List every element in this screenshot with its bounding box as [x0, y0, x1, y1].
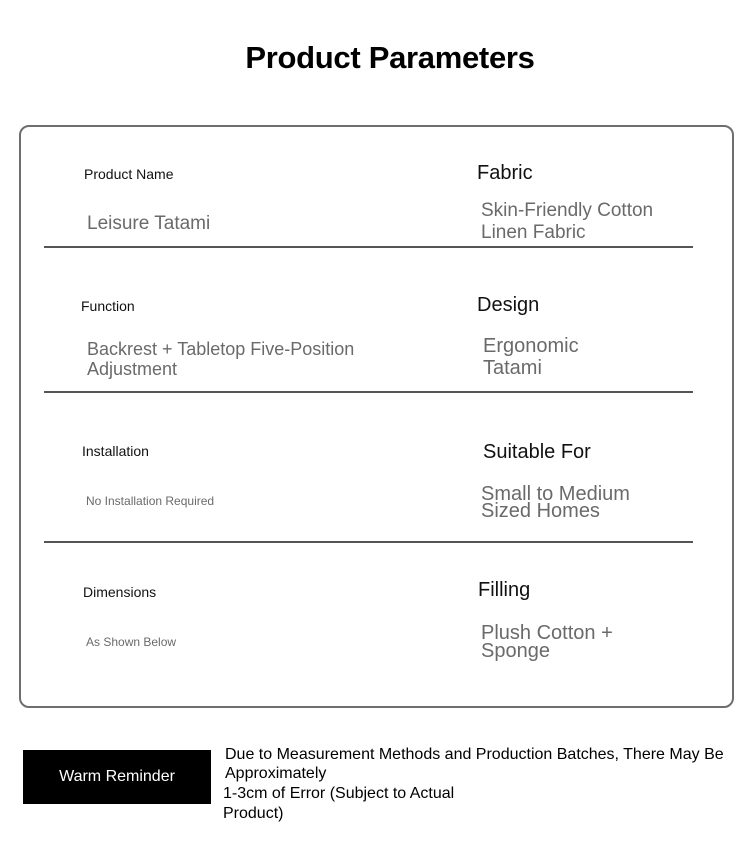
installation-value: No Installation Required — [86, 494, 215, 508]
fabric-value-line1: Skin-Friendly Cotton — [481, 200, 654, 221]
product-name-label: Product Name — [84, 166, 174, 182]
design-value-line1: Ergonomic — [483, 335, 579, 357]
row-divider — [44, 246, 693, 248]
reminder-note-line1: Due to Measurement Methods and Production Batches, There May Be — [225, 746, 724, 763]
filling-value-line2: Sponge — [481, 640, 550, 662]
design-value-line2: Tatami — [483, 357, 542, 379]
design-label: Design — [477, 294, 540, 316]
reminder-note-line4: Product) — [223, 805, 284, 822]
product-name-value: Leisure Tatami — [87, 213, 211, 234]
function-value-line2: Adjustment — [87, 359, 178, 379]
function-label: Function — [81, 298, 135, 314]
installation-label: Installation — [82, 443, 149, 459]
fabric-value-line2: Linen Fabric — [481, 222, 586, 243]
reminder-note-line2: Approximately — [225, 765, 327, 782]
function-value-line1: Backrest + Tabletop Five-Position — [87, 339, 355, 359]
suitable-for-value-line1: Small to Medium — [481, 483, 630, 505]
page-title: Product Parameters — [245, 40, 535, 75]
suitable-for-value-line2: Sized Homes — [481, 500, 600, 522]
filling-label: Filling — [478, 579, 531, 601]
dimensions-value: As Shown Below — [86, 635, 177, 649]
row-divider — [44, 541, 693, 543]
row-divider — [44, 391, 693, 393]
filling-value-line1: Plush Cotton + — [481, 622, 613, 644]
fabric-label: Fabric — [477, 162, 533, 184]
suitable-for-label: Suitable For — [483, 441, 591, 463]
dimensions-label: Dimensions — [83, 584, 157, 600]
warm-reminder-badge — [23, 750, 211, 804]
warm-reminder-label: Warm Reminder — [59, 768, 175, 785]
reminder-note-line3: 1-3cm of Error (Subject to Actual — [223, 785, 455, 802]
